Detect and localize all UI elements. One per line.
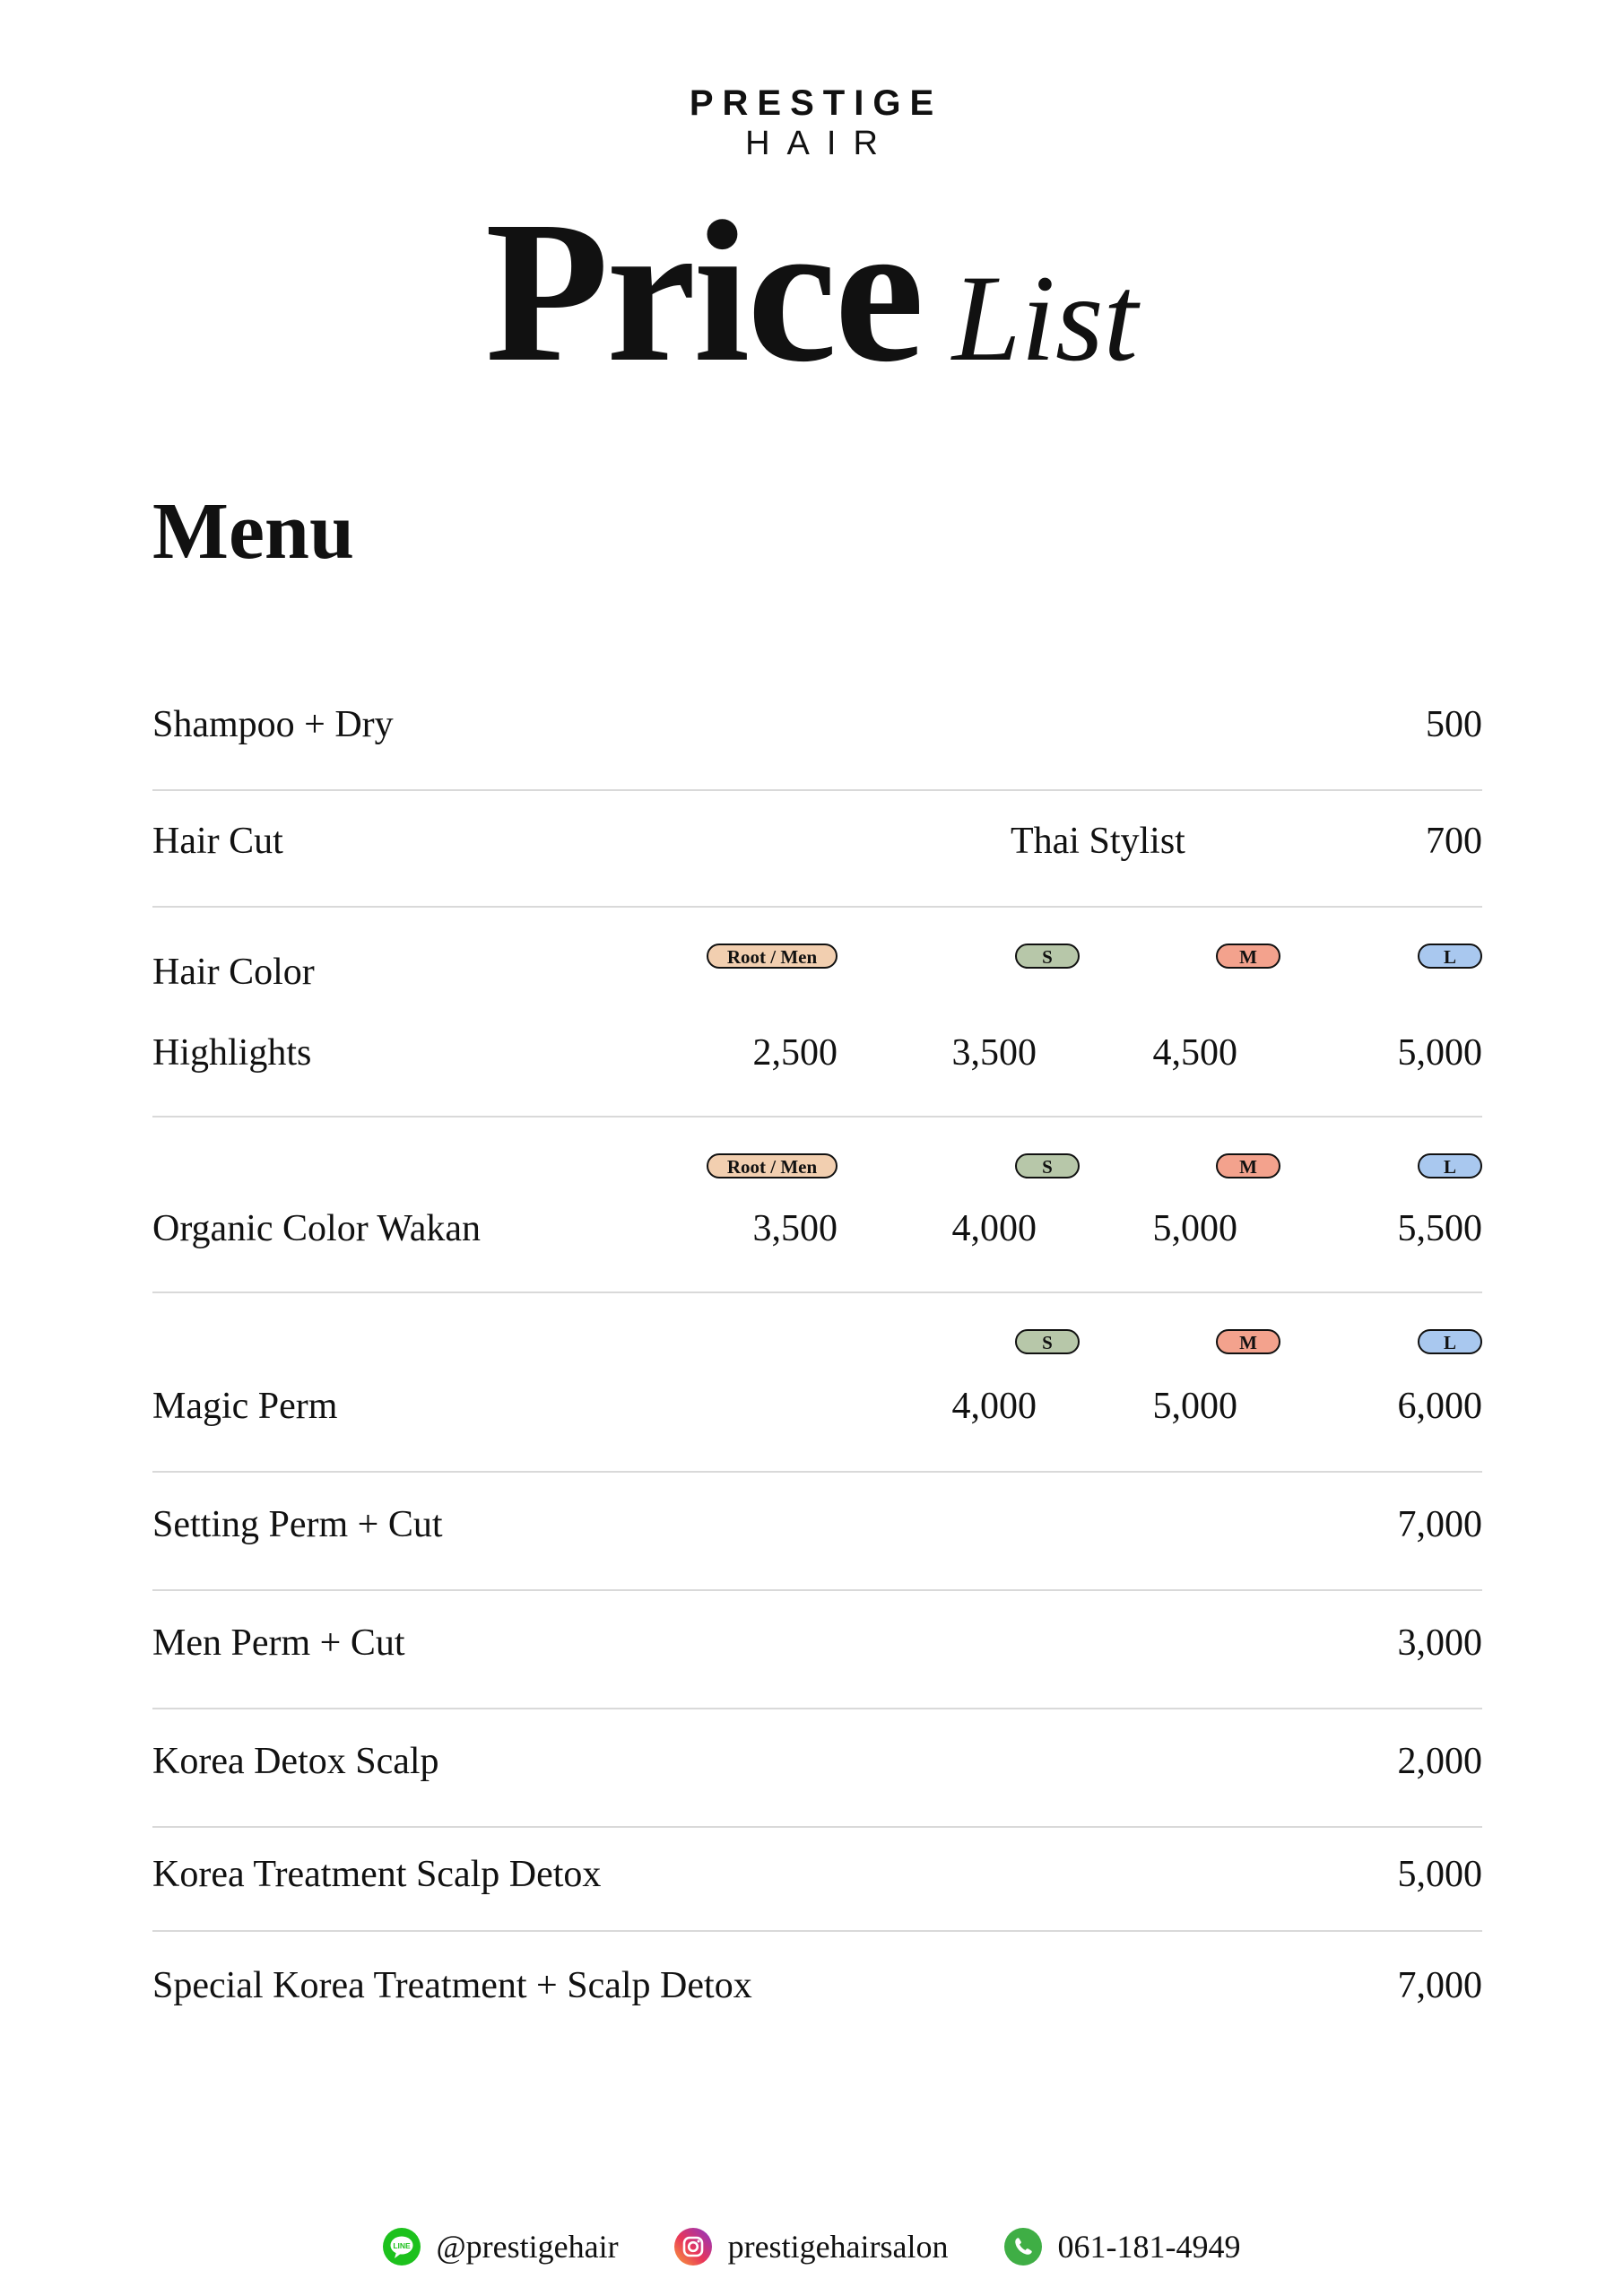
menu-heading: Menu <box>152 487 354 576</box>
item-name: Korea Treatment Scalp Detox <box>152 1854 602 1895</box>
item-name: Special Korea Treatment + Scalp Detox <box>152 1965 752 2006</box>
contact-phone[interactable] <box>1004 2228 1241 2266</box>
phone-number: 061-181-4949 <box>1057 2229 1241 2265</box>
size-badge-root-men: Root / Men <box>707 1153 838 1178</box>
line-icon <box>383 2228 421 2266</box>
price-list <box>152 0 1482 2152</box>
item-name: Korea Detox Scalp <box>152 1741 439 1782</box>
size-badge-s: S <box>1015 1329 1080 1354</box>
item-price-m: 4,500 <box>1152 1032 1237 1074</box>
divider <box>152 789 1482 791</box>
item-price-s: 4,000 <box>951 1386 1037 1427</box>
item-name: Highlights <box>152 1032 312 1074</box>
item-name: Organic Color Wakan <box>152 1208 481 1249</box>
divider <box>152 1471 1482 1473</box>
instagram-handle: prestigehairsalon <box>727 2229 949 2265</box>
divider <box>152 1292 1482 1293</box>
item-name: Hair Cut <box>152 821 283 862</box>
contact-footer <box>0 2228 1623 2266</box>
item-price-l: 5,000 <box>1397 1032 1482 1074</box>
item-price: 7,000 <box>1397 1965 1482 2006</box>
item-price-m: 5,000 <box>1152 1208 1237 1249</box>
size-badge-m: M <box>1216 1329 1280 1354</box>
size-badge-s: S <box>1015 944 1080 969</box>
title-main: Price <box>485 179 922 404</box>
item-price-s: 3,500 <box>951 1032 1037 1074</box>
size-badge-l: L <box>1418 1329 1482 1354</box>
item-price-root-men: 3,500 <box>752 1208 838 1249</box>
divider <box>152 1708 1482 1709</box>
item-note: Thai Stylist <box>1011 821 1185 862</box>
brand-name-top: PRESTIGE <box>689 83 943 123</box>
size-badge-root-men: Root / Men <box>707 944 838 969</box>
title-script: List <box>951 249 1138 387</box>
instagram-icon <box>674 2228 712 2266</box>
item-price-l: 5,500 <box>1397 1208 1482 1249</box>
svg-text:LINE: LINE <box>392 2241 411 2250</box>
size-badge-l: L <box>1418 944 1482 969</box>
item-price-l: 6,000 <box>1397 1386 1482 1427</box>
item-name: Shampoo + Dry <box>152 704 394 745</box>
item-price-root-men: 2,500 <box>752 1032 838 1074</box>
divider <box>152 1826 1482 1828</box>
size-badge-m: M <box>1216 944 1280 969</box>
item-price-m: 5,000 <box>1152 1386 1237 1427</box>
brand-name-bottom: HAIR <box>745 125 895 162</box>
phone-icon <box>1004 2228 1042 2266</box>
contact-instagram[interactable] <box>674 2228 949 2266</box>
item-name: Men Perm + Cut <box>152 1622 405 1664</box>
item-price: 2,000 <box>1397 1741 1482 1782</box>
item-price: 700 <box>1426 821 1482 862</box>
size-badge-m: M <box>1216 1153 1280 1178</box>
contact-line[interactable] <box>383 2228 619 2266</box>
item-price: 7,000 <box>1397 1504 1482 1545</box>
divider <box>152 1930 1482 1932</box>
item-price-s: 4,000 <box>951 1208 1037 1249</box>
item-name: Magic Perm <box>152 1386 338 1427</box>
item-name: Hair Color <box>152 952 315 993</box>
size-badge-l: L <box>1418 1153 1482 1178</box>
item-price: 500 <box>1426 704 1482 745</box>
divider <box>152 1116 1482 1118</box>
divider <box>152 906 1482 908</box>
item-price: 3,000 <box>1397 1622 1482 1664</box>
line-handle: @prestigehair <box>436 2229 619 2265</box>
item-price: 5,000 <box>1397 1854 1482 1895</box>
size-badge-s: S <box>1015 1153 1080 1178</box>
divider <box>152 1589 1482 1591</box>
item-name: Setting Perm + Cut <box>152 1504 443 1545</box>
